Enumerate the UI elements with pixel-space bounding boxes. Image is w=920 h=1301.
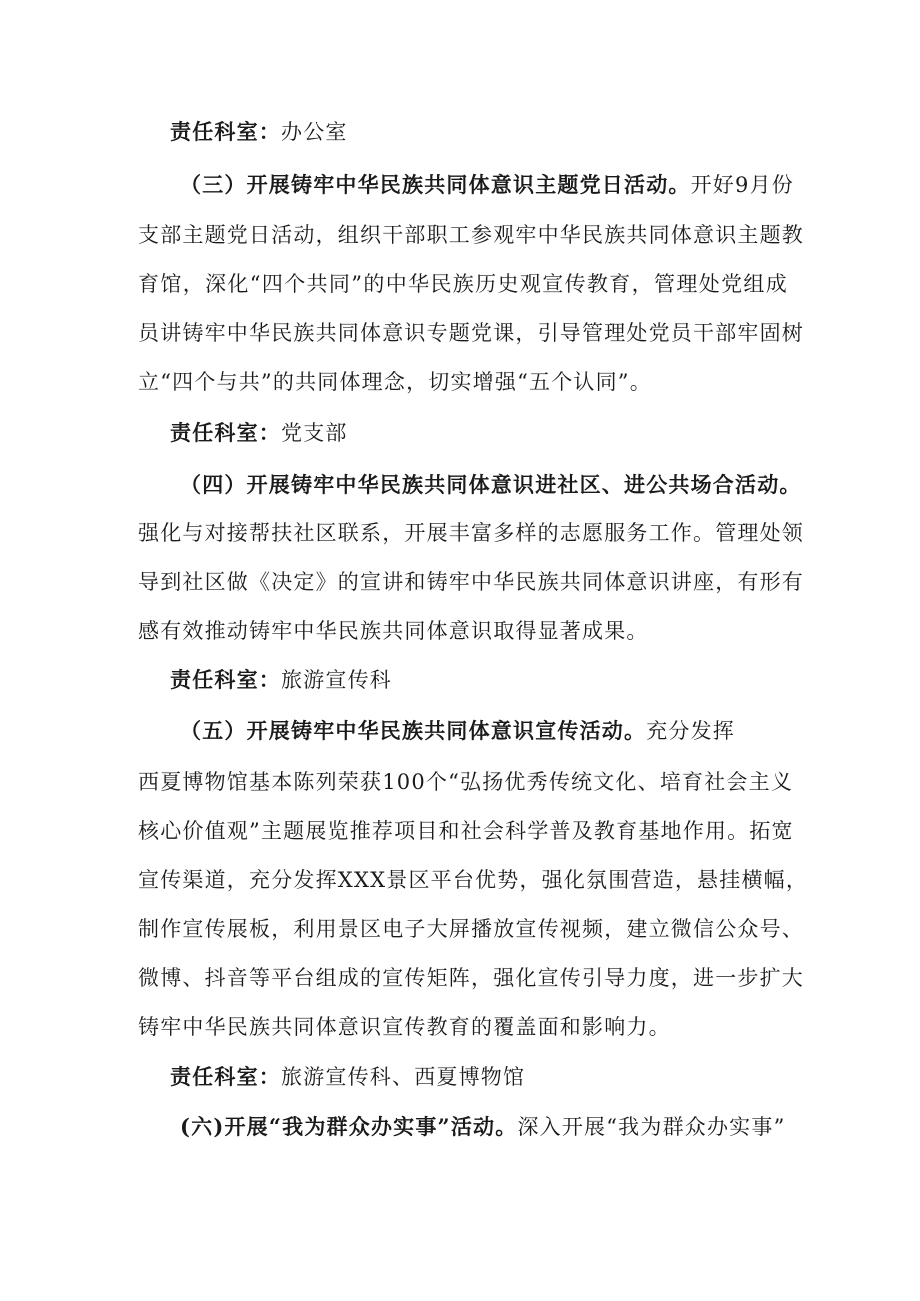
item5-line [138, 1013, 671, 1041]
item4-responsibility-line [170, 666, 392, 694]
responsibility-label: 责任科室： [170, 119, 281, 144]
item3-line-4: 立“四个与共”的共同体理念，切实增强“五个认同”。 [138, 370, 652, 394]
item4-line-2: 感有效推动铸牢中华民族共同体意识取得显著成果。 [138, 619, 649, 643]
responsibility-value: 旅游宣传科 [281, 668, 392, 692]
item5-line-6: 铸牢中华民族共同体意识宣传教育的覆盖面和影响力。 [138, 1015, 671, 1039]
item5-heading: （五）开展铸牢中华民族共同体意识宣传活动。 [180, 718, 647, 743]
item4-line-0: 强化与对接帮扶社区联系，开展丰富多样的志愿服务工作。管理处领 [138, 521, 804, 545]
item3-line-2: 育馆，深化“四个共同”的中华民族历史观宣传教育，管理处党组成 [138, 272, 788, 296]
item5-line [138, 964, 804, 992]
item3-responsibility-line [170, 419, 348, 447]
item5-line-1: 西夏博物馆基本陈列荣获100个“弘扬优秀传统文化、培育社会主义 [138, 770, 794, 794]
responsibility-value: 办公室 [281, 120, 348, 144]
item4-line-1: 导到社区做《决定》的宣讲和铸牢中华民族共同体意识讲座，有形有 [138, 570, 804, 594]
item4-line [138, 519, 804, 547]
responsibility-label: 责任科室： [170, 420, 281, 445]
item4-line [138, 617, 649, 645]
item4-first-line [180, 471, 802, 499]
responsibility-label: 责任科室： [170, 667, 281, 692]
item5-line [138, 817, 794, 845]
responsibility-office-line [170, 118, 348, 146]
responsibility-value: 党支部 [281, 421, 348, 445]
item5-line-3: 宣传渠道，充分发挥XXX景区平台优势，强化氛围营造，悬挂横幅， [138, 868, 809, 892]
item3-line [138, 368, 652, 396]
item5-first-line [180, 717, 735, 745]
item3-line-1: 支部主题党日活动，组织干部职工参观牢中华民族共同体意识主题教 [138, 223, 804, 247]
item3-line-3: 员讲铸牢中华民族共同体意识专题党课，引导管理处党员干部牢固树 [138, 321, 804, 345]
item6-line-0: 深入开展“我为群众办实事” [517, 1115, 786, 1139]
item4-heading: （四）开展铸牢中华民族共同体意识进社区、进公共场合活动。 [180, 472, 802, 497]
item5-line [138, 768, 794, 796]
item3-line [138, 221, 804, 249]
item3-first-line [180, 171, 794, 199]
item5-line-5: 微博、抖音等平台组成的宣传矩阵，强化宣传引导力度，进一步扩大 [138, 966, 804, 990]
responsibility-value: 旅游宣传科、西夏博物馆 [281, 1065, 526, 1089]
item6-heading: (六)开展“我为群众办实事”活动。 [180, 1114, 518, 1139]
item3-line [138, 319, 804, 347]
item5-line-0: 充分发挥 [646, 719, 736, 743]
item5-line-4: 制作宣传展板，利用景区电子大屏播放宣传视频，建立微信公众号、 [138, 917, 804, 941]
responsibility-label: 责任科室： [170, 1064, 281, 1089]
item3-line-0: 开好9月份 [690, 173, 794, 197]
item3-heading: （三）开展铸牢中华民族共同体意识主题党日活动。 [180, 172, 691, 197]
item3-line [138, 270, 788, 298]
item5-line [138, 915, 804, 943]
item4-line [138, 568, 804, 596]
item6-first-line [180, 1113, 786, 1141]
item5-line-2: 核心价值观”主题展览推荐项目和社会科学普及教育基地作用。拓宽 [138, 819, 794, 843]
item5-line [138, 866, 809, 894]
item5-responsibility-line [170, 1063, 525, 1091]
